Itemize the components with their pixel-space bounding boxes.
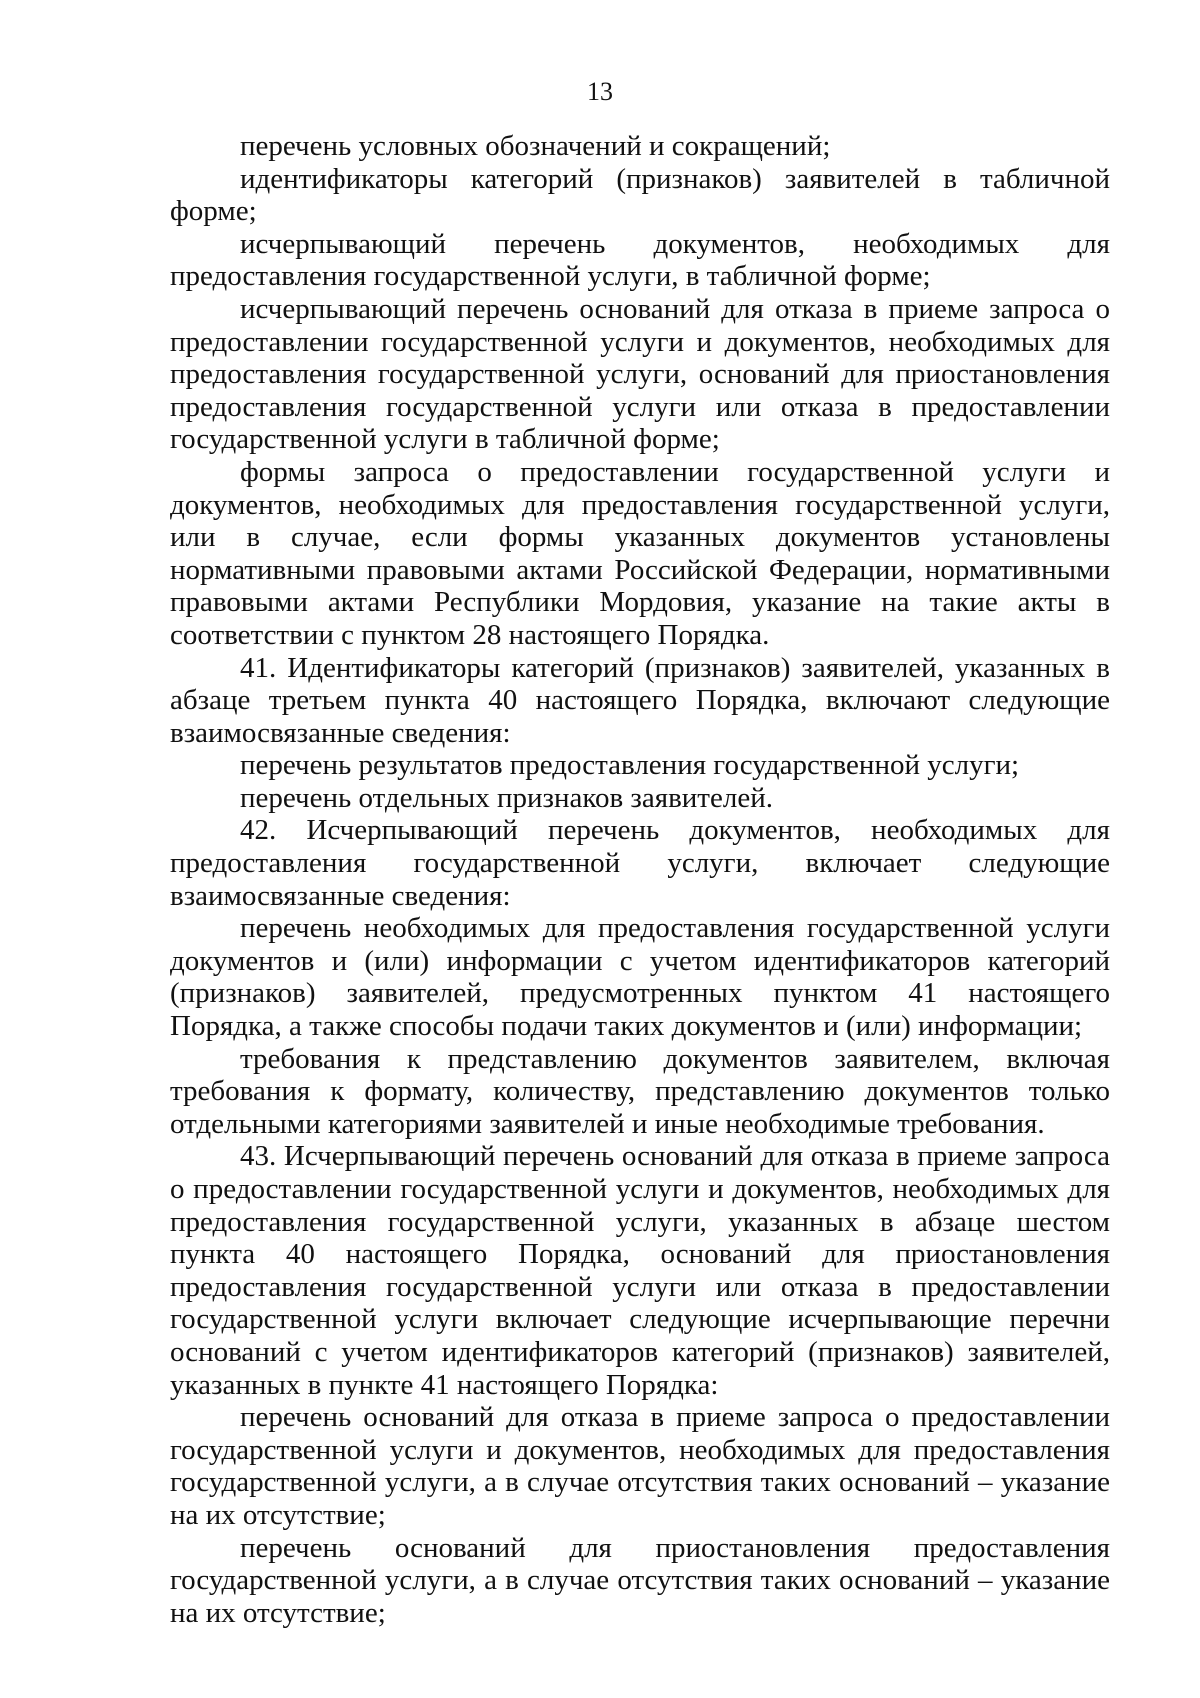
paragraph: перечень оснований для приостановления предоставления государственной услуги, а в случае отсутствия таких оснований – указание на их отсутствие; xyxy=(170,1531,1110,1629)
document-body xyxy=(170,130,1110,1629)
paragraph: требования к представлению документов заявителем, включая требования к формату, количеству, представлению документов только отдельными категориями заявителей и иные необходимые требования. xyxy=(170,1042,1110,1140)
paragraph: перечень необходимых для предоставления государственной услуги документов и (или) информации с учетом идентификаторов категорий (признаков) заявителей, предусмотренных пунктом 41 настоящего Порядка, а также способы подачи таких документов и (или) информации; xyxy=(170,912,1110,1043)
paragraph: 42. Исчерпывающий перечень документов, необходимых для предоставления государственной услуги, включает следующие взаимосвязанные сведения: xyxy=(170,814,1110,912)
paragraph: идентификаторы категорий (признаков) заявителей в табличной форме; xyxy=(170,162,1110,228)
paragraph: исчерпывающий перечень оснований для отказа в приеме запроса о предоставлении государственной услуги и документов, необходимых для предоставления государственной услуги, оснований для приостановления предоставления государственной услуги или отказа в предоставлении государственной услуги в табличной форме; xyxy=(170,292,1110,456)
page-number: 13 xyxy=(587,77,613,106)
paragraph: перечень условных обозначений и сокращений; xyxy=(240,130,831,162)
paragraph: перечень оснований для отказа в приеме запроса о предоставлении государственной услуги и документов, необходимых для предоставления государственной услуги, а в случае отсутствия таких оснований – указание на их отсутствие; xyxy=(170,1401,1110,1531)
paragraph: перечень отдельных признаков заявителей. xyxy=(240,781,773,814)
paragraph: формы запроса о предоставлении государственной услуги и документов, необходимых для предоставления государственной услуги, или в случае, если формы указанных документов установлены нормативными правовыми актами Российской Федерации, нормативными правовыми актами Республики Мордовия, указание на такие акты в соответствии с пунктом 28 настоящего Порядка. xyxy=(170,455,1110,651)
paragraph: перечень результатов предоставления государственной услуги; xyxy=(240,749,1020,782)
paragraph: исчерпывающий перечень документов, необходимых для предоставления государственной услуги, в табличной форме; xyxy=(170,227,1110,293)
paragraph: 41. Идентификаторы категорий (признаков) заявителей, указанных в абзаце третьем пункта 40 настоящего Порядка, включают следующие взаимосвязанные сведения: xyxy=(170,651,1110,749)
paragraph: 43. Исчерпывающий перечень оснований для отказа в приеме запроса о предоставлении государственной услуги и документов, необходимых для предоставления государственной услуги, указанных в абзаце шестом пункта 40 настоящего Порядка, оснований для приостановления предоставления государственной услуги или отказа в предоставлении государственной услуги включает следующие исчерпывающие перечни оснований с учетом идентификаторов категорий (признаков) заявителей, указанных в пункте 41 настоящего Порядка: xyxy=(170,1140,1110,1401)
